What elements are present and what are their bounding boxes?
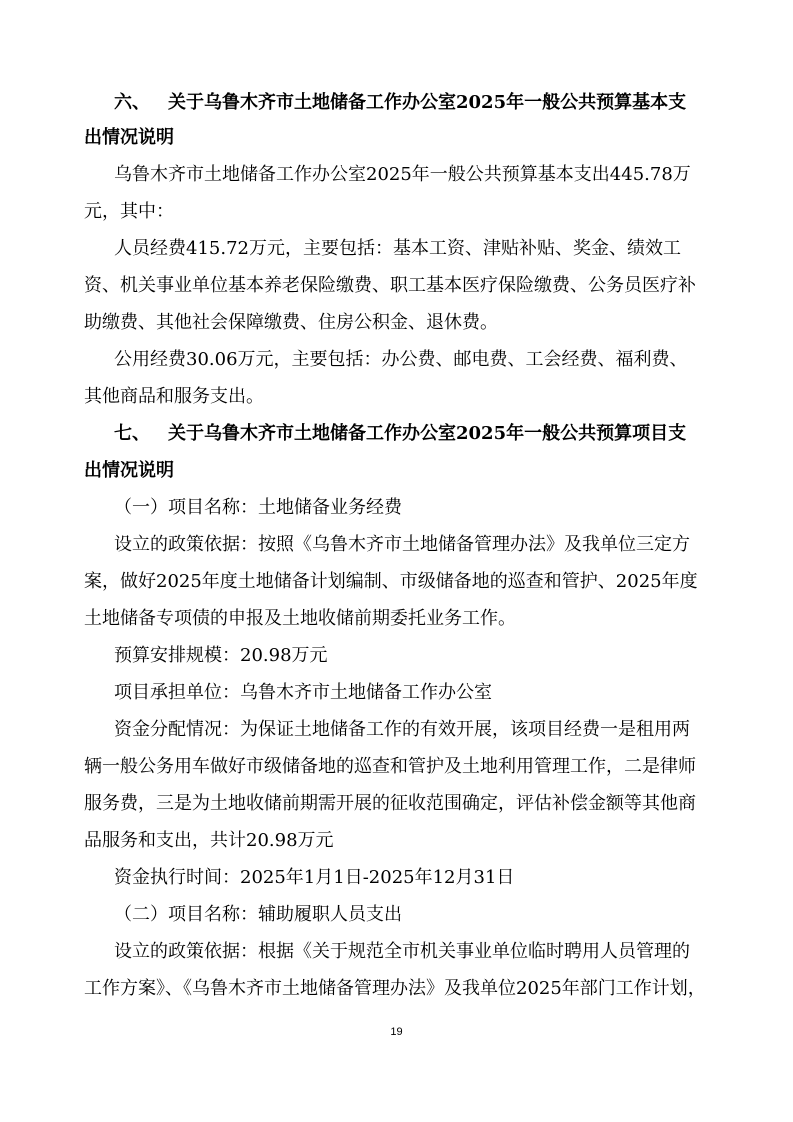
section6-para3-line1: 公用经费30.06万元，主要包括：办公费、邮电费、工会经费、福利费、	[114, 349, 688, 370]
item1-alloc-line2: 辆一般公务用车做好市级储备地的巡查和管护及土地利用管理工作，二是律师	[84, 756, 696, 777]
item1-scale: 预算安排规模：20.98万元	[114, 645, 328, 666]
section7-title-line2: 出情况说明	[84, 460, 174, 481]
section7-title-line1: 关于乌鲁木齐市土地储备工作办公室2025年一般公共预算项目支	[168, 423, 687, 444]
section6-para2-line1: 人员经费415.72万元，主要包括：基本工资、津贴补贴、奖金、绩效工	[114, 238, 681, 259]
item1-name: （一）项目名称：土地储备业务经费	[114, 497, 402, 518]
item2-basis-line1: 设立的政策依据：根据《关于规范全市机关事业单位临时聘用人员管理的	[114, 941, 690, 962]
item1-alloc-line3: 服务费，三是为土地收储前期需开展的征收范围确定，评估补偿金额等其他商	[84, 793, 696, 814]
section6-para2-line3: 助缴费、其他社会保障缴费、住房公积金、退休费。	[84, 312, 498, 333]
section6-para1-line1: 乌鲁木齐市土地储备工作办公室2025年一般公共预算基本支出445.78万	[114, 164, 691, 185]
item1-basis-line3: 土地储备专项债的申报及土地收储前期委托业务工作。	[84, 608, 516, 629]
section7-number: 七、	[114, 423, 150, 444]
section6-title-line2: 出情况说明	[84, 127, 174, 148]
item1-alloc-line4: 品服务和支出，共计20.98万元	[84, 830, 334, 851]
section6-para1-line2: 元，其中：	[84, 201, 174, 222]
section6-para2-line2: 资、机关事业单位基本养老保险缴费、职工基本医疗保险缴费、公务员医疗补	[84, 275, 696, 296]
item1-time: 资金执行时间：2025年1月1日-2025年12月31日	[114, 867, 515, 888]
section7-heading	[114, 422, 793, 446]
section6-para3-line2: 其他商品和服务支出。	[84, 386, 264, 407]
item2-name: （二）项目名称：辅助履职人员支出	[114, 904, 402, 925]
item2-basis-line2: 工作方案》、《乌鲁木齐市土地储备管理办法》及我单位2025年部门工作计划，	[84, 978, 706, 999]
section6-title-line1: 关于乌鲁木齐市土地储备工作办公室2025年一般公共预算基本支	[168, 92, 687, 113]
item1-alloc-line1: 资金分配情况：为保证土地储备工作的有效开展，该项目经费一是租用两	[114, 719, 690, 740]
item1-unit: 项目承担单位：乌鲁木齐市土地储备工作办公室	[114, 682, 492, 703]
item1-basis-line2: 案，做好2025年度土地储备计划编制、市级储备地的巡查和管护、2025年度	[84, 571, 698, 592]
section6-heading	[114, 91, 793, 115]
item1-basis-line1: 设立的政策依据：按照《乌鲁木齐市土地储备管理办法》及我单位三定方	[114, 534, 690, 555]
page-number: 19	[390, 1026, 403, 1038]
section6-number: 六、	[114, 92, 150, 113]
